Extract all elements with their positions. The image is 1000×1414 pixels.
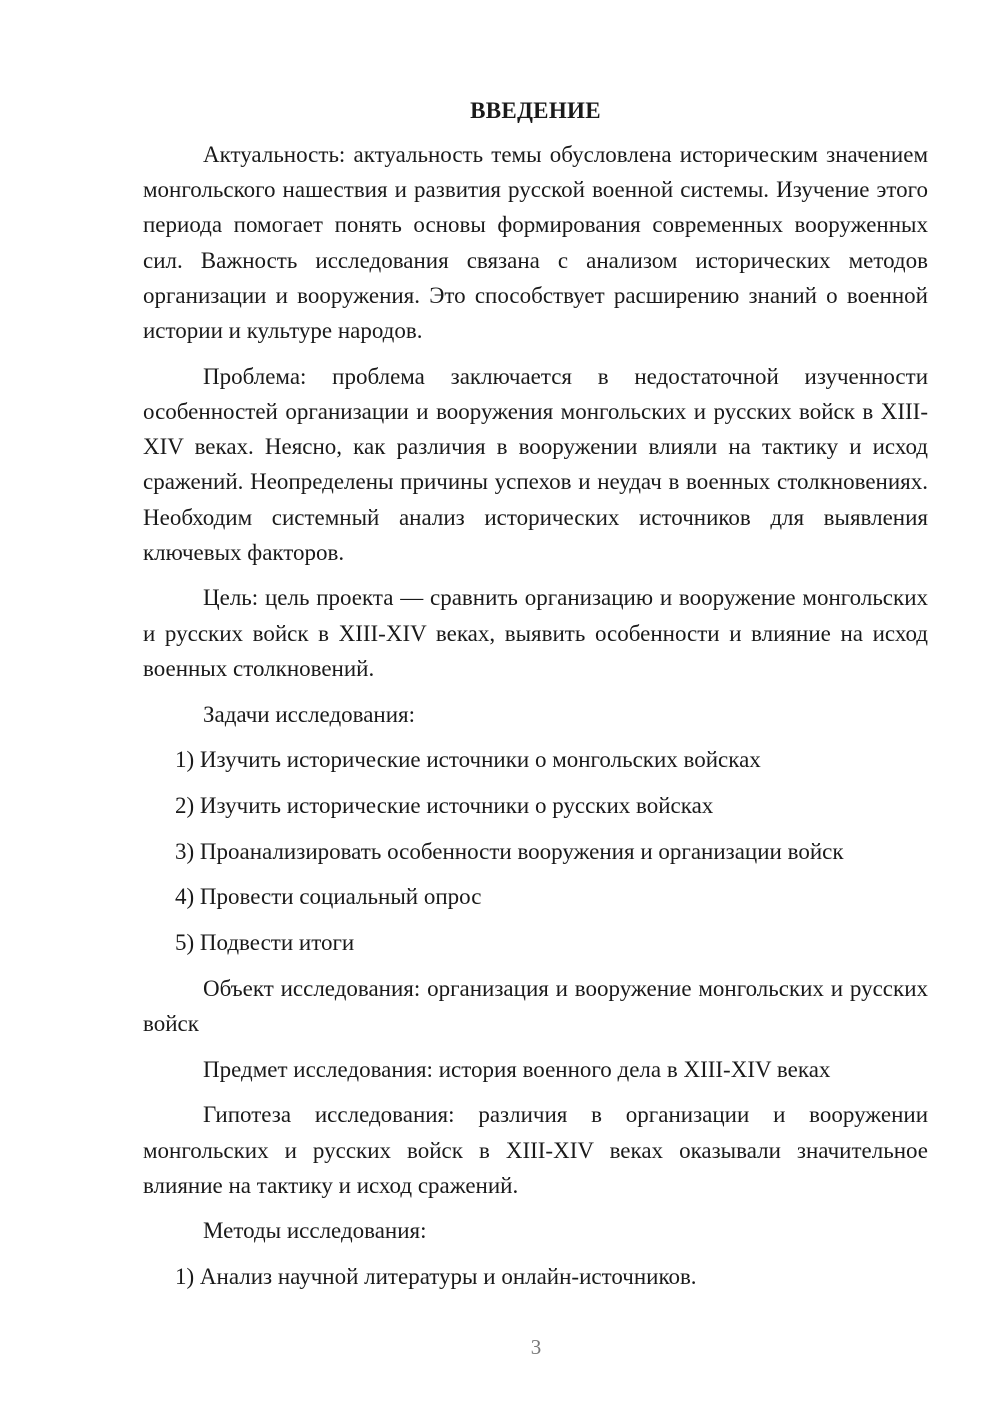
list-item: 1) Изучить исторические источники о монгольских войсках [175, 747, 761, 773]
page-content [143, 96, 928, 1305]
list-item: 1) Анализ научной литературы и онлайн-источников. [175, 1264, 697, 1290]
list-item: 3) Проанализировать особенности вооружения и организации войск [175, 838, 844, 864]
methods-list [143, 1259, 928, 1294]
object-paragraph: Объект исследования: организация и вооружение монгольских и русских войск [143, 975, 928, 1036]
list-item: 2) Изучить исторические источники о русских войсках [175, 792, 714, 818]
list-item: 5) Подвести итоги [175, 930, 355, 956]
relevance-paragraph: Актуальность: актуальность темы обусловлена историческим значением монгольского нашествия и развития русской военной системы. Изучение этого периода помогает понять основы формирования современных вооруженных сил. Важность исследования связана с анализом исторических методов организации и вооружения. Это способствует расширению знаний о военной истории и культуре народов. [143, 142, 928, 344]
page-number: 3 [530, 1335, 542, 1359]
goal-paragraph: Цель: цель проекта — сравнить организацию и вооружение монгольских и русских войск в XIII-XIV веках, выявить особенности и влияние на исход военных столкновений. [143, 585, 928, 681]
section-heading: ВВЕДЕНИЕ [470, 98, 601, 123]
subject-paragraph: Предмет исследования: история военного дела в XIII-XIV веках [203, 1056, 831, 1082]
tasks-list [143, 742, 928, 960]
list-item: 4) Провести социальный опрос [175, 884, 482, 910]
problem-paragraph: Проблема: проблема заключается в недостаточной изученности особенностей организации и вооружения монгольских и русских войск в XIII-XIV веках. Неясно, как различия в вооружении влияли на тактику и исход сражений. Неопределены причины успехов и неудач в военных столкновениях. Необходим системный анализ исторических источников для выявления ключевых факторов. [143, 363, 928, 565]
methods-title: Методы исследования: [203, 1218, 427, 1244]
tasks-title: Задачи исследования: [203, 701, 416, 727]
hypothesis-paragraph: Гипотеза исследования: различия в организации и вооружении монгольских и русских войск в XIII-XIV веках оказывали значительное влияние на тактику и исход сражений. [143, 1102, 928, 1198]
